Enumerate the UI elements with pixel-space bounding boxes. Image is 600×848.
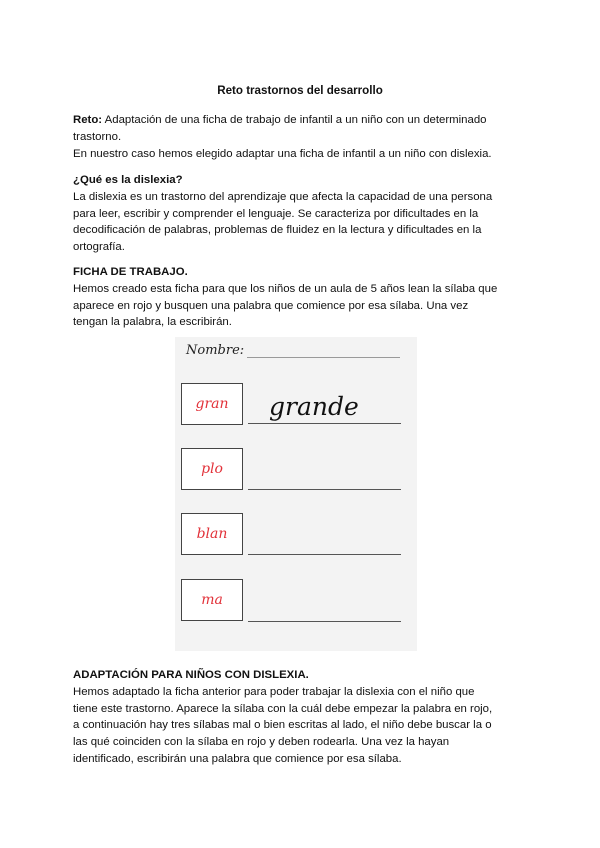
reto-line-1: [73, 112, 533, 129]
reto-line-2: trastorno.: [73, 130, 122, 143]
answer-text: grande: [269, 392, 359, 421]
adaptacion-line: a continuación hay tres sílabas mal o bien escritas al lado, el niño debe buscar la o: [73, 719, 492, 732]
que-es-line: decodificación de palabras, problemas de fluidez en la lectura y dificultades en la: [73, 224, 482, 237]
syllable-box: [181, 579, 243, 621]
answer-line: [248, 423, 401, 424]
reto-line-3: En nuestro caso hemos elegido adaptar una ficha de infantil a un niño con dislexia.: [73, 147, 492, 160]
reto-text: Adaptación de una ficha de trabajo de infantil a un niño con un determinado: [102, 114, 487, 126]
reto-label: Reto:: [73, 114, 103, 126]
que-es-line: La dislexia es un trastorno del aprendizaje que afecta la capacidad de una persona: [73, 190, 493, 203]
worksheet-name-line: [247, 357, 400, 358]
ficha-heading: FICHA DE TRABAJO.: [73, 266, 188, 278]
answer-line: [248, 489, 401, 490]
ficha-line: tengan la palabra, la escribirán.: [73, 316, 232, 329]
worksheet-name-label: Nombre:: [186, 343, 245, 358]
que-es-line: ortografía.: [73, 241, 125, 254]
answer-line: [248, 621, 401, 622]
document-title: Reto trastornos del desarrollo: [217, 84, 383, 97]
syllable-text: plo: [201, 461, 223, 477]
adaptacion-line: identificado, escribirán una palabra que comience por esa sílaba.: [73, 752, 402, 765]
adaptacion-line: tiene este trastorno. Aparece la sílaba con la cuál debe empezar la palabra en rojo,: [73, 702, 493, 715]
ficha-line: aparece en rojo y busquen una palabra que comience por esa sílaba. Una vez: [73, 299, 469, 312]
syllable-text: blan: [196, 526, 228, 542]
que-es-heading: ¿Qué es la dislexia?: [73, 174, 183, 186]
syllable-text: gran: [195, 396, 229, 412]
syllable-box: [181, 513, 243, 555]
ficha-section: [73, 264, 533, 331]
adaptacion-heading: ADAPTACIÓN PARA NIÑOS CON DISLEXIA.: [73, 669, 309, 681]
syllable-box: [181, 448, 243, 490]
syllable-box: [181, 383, 243, 425]
answer-line: [248, 554, 401, 555]
ficha-line: Hemos creado esta ficha para que los niños de un aula de 5 años lean la sílaba que: [73, 282, 498, 295]
adaptacion-section: [73, 667, 533, 768]
adaptacion-line: Hemos adaptado la ficha anterior para poder trabajar la dislexia con el niño que: [73, 685, 475, 698]
que-es-line: para leer, escribir y comprender el lenguaje. Se caracteriza por dificultades en la: [73, 207, 479, 220]
que-es-section: [73, 172, 533, 256]
reto-paragraph: [73, 112, 533, 162]
syllable-text: ma: [201, 592, 223, 608]
adaptacion-line: las qué coinciden con la sílaba en rojo y deben rodearla. Una vez la hayan: [73, 736, 450, 749]
worksheet-image: [175, 337, 417, 651]
